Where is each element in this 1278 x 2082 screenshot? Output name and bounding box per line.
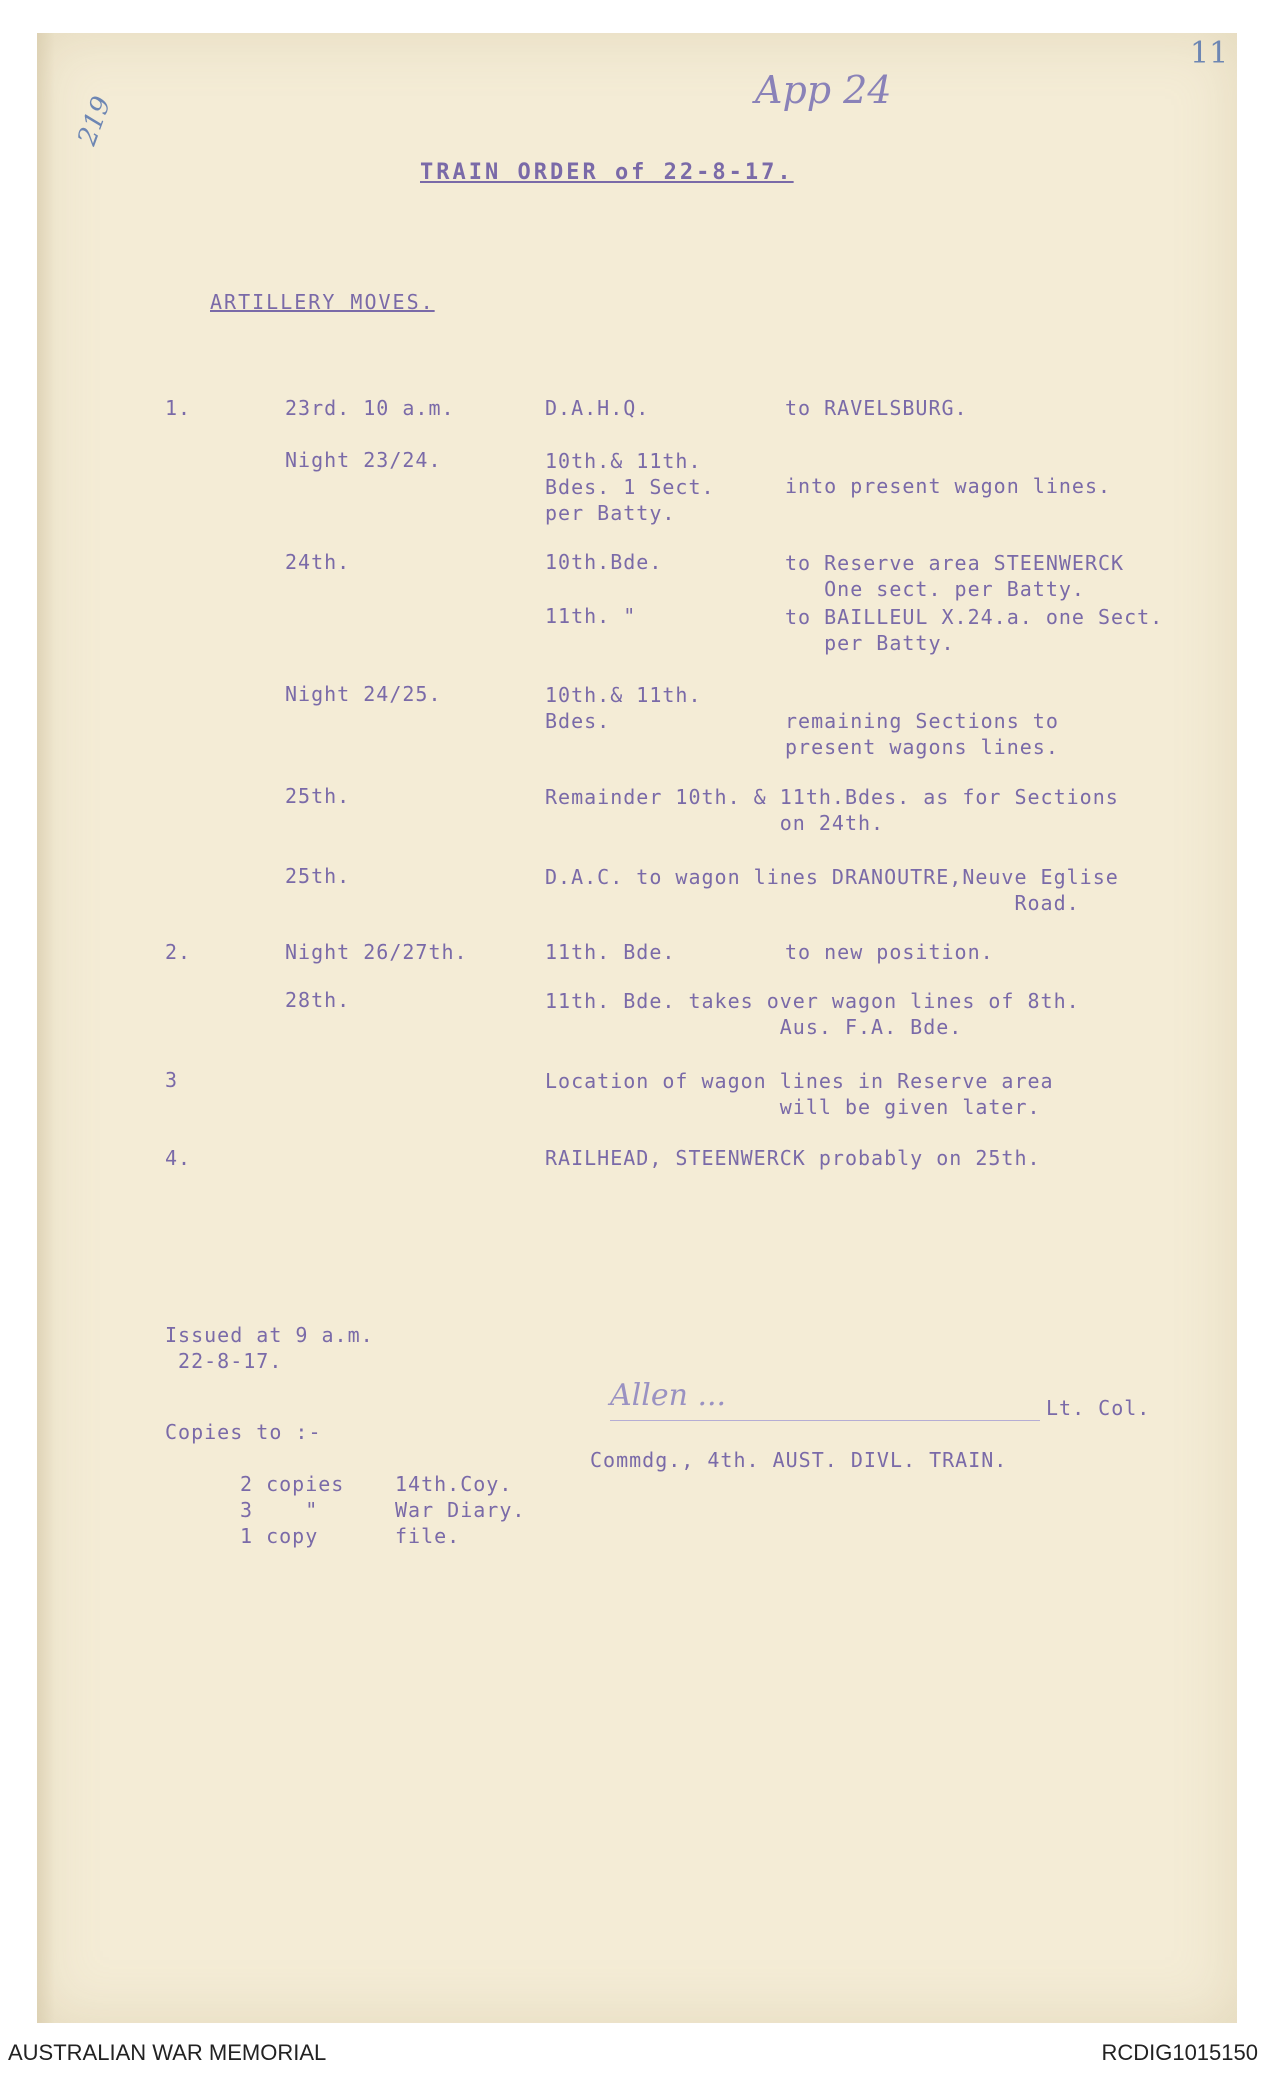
entry-9-unit: 11th. Bde. takes over wagon lines of 8th. Aus. F.A. Bde.	[545, 989, 1080, 1039]
footer-record-id: RCDIG1015150	[1101, 2040, 1258, 2065]
entry-3-action: to Reserve area STEENWERCK One sect. per Batty.	[785, 551, 1125, 601]
handwritten-header: App 24	[755, 68, 892, 112]
entry-1-number: 1.	[165, 396, 192, 420]
entry-8-when: Night 26/27th.	[285, 940, 468, 964]
entry-8-number: 2.	[165, 940, 192, 964]
entry-2-when: Night 23/24.	[285, 448, 442, 472]
entry-10-number: 3	[165, 1068, 179, 1092]
entry-4-action: to BAILLEUL X.24.a. one Sect. per Batty.	[785, 605, 1164, 655]
margin-note: 219	[72, 92, 118, 150]
entry-3-unit: 10th.Bde.	[545, 550, 663, 574]
signature-rank: Lt. Col.	[1046, 1396, 1151, 1420]
entry-8-unit: 11th. Bde.	[545, 940, 676, 964]
entry-8-action: to new position.	[785, 940, 994, 964]
section-heading: ARTILLERY MOVES.	[210, 290, 435, 314]
entry-2-unit: 10th.& 11th. Bdes. 1 Sect. per Batty.	[545, 449, 715, 525]
entry-7-when: 25th.	[285, 864, 351, 888]
footer-archive-name: AUSTRALIAN WAR MEMORIAL	[8, 2040, 327, 2065]
entry-9-when: 28th.	[285, 988, 351, 1012]
entry-4-unit: 11th. "	[545, 604, 637, 628]
entry-1-unit: D.A.H.Q.	[545, 396, 650, 420]
entry-10-unit: Location of wagon lines in Reserve area will be given later.	[545, 1069, 1054, 1119]
entry-6-unit: Remainder 10th. & 11th.Bdes. as for Sections on 24th.	[545, 785, 1119, 835]
copies-count: 2 copies	[240, 1472, 345, 1496]
signature-title: Commdg., 4th. AUST. DIVL. TRAIN.	[590, 1448, 1008, 1472]
copies-recipient: War Diary.	[395, 1498, 526, 1522]
entry-1-when: 23rd. 10 a.m.	[285, 396, 455, 420]
document-title: TRAIN ORDER of 22-8-17.	[420, 160, 794, 185]
entry-11-unit: RAILHEAD, STEENWERCK probably on 25th.	[545, 1146, 1041, 1170]
entry-5-action: remaining Sections to present wagons lines.	[785, 709, 1059, 759]
entry-11-number: 4.	[165, 1146, 192, 1170]
entry-1-action: to RAVELSBURG.	[785, 396, 968, 420]
entry-7-unit: D.A.C. to wagon lines DRANOUTRE,Neuve Eglise Road.	[545, 865, 1119, 915]
copies-recipient: file.	[395, 1524, 461, 1548]
copies-count: 1 copy	[240, 1524, 319, 1548]
copies-count: 3 "	[240, 1498, 319, 1522]
signature: Allen ...	[610, 1378, 727, 1413]
entry-5-when: Night 24/25.	[285, 682, 442, 706]
signature-line	[610, 1420, 1040, 1421]
page-number: 11	[1190, 36, 1229, 71]
entry-2-action: into present wagon lines.	[785, 474, 1112, 498]
issued-note: Issued at 9 a.m. 22-8-17.	[165, 1323, 374, 1373]
entry-3-when: 24th.	[285, 550, 351, 574]
copies-recipient: 14th.Coy.	[395, 1472, 513, 1496]
copies-heading: Copies to :-	[165, 1420, 322, 1444]
entry-5-unit: 10th.& 11th. Bdes.	[545, 683, 702, 733]
entry-6-when: 25th.	[285, 784, 351, 808]
